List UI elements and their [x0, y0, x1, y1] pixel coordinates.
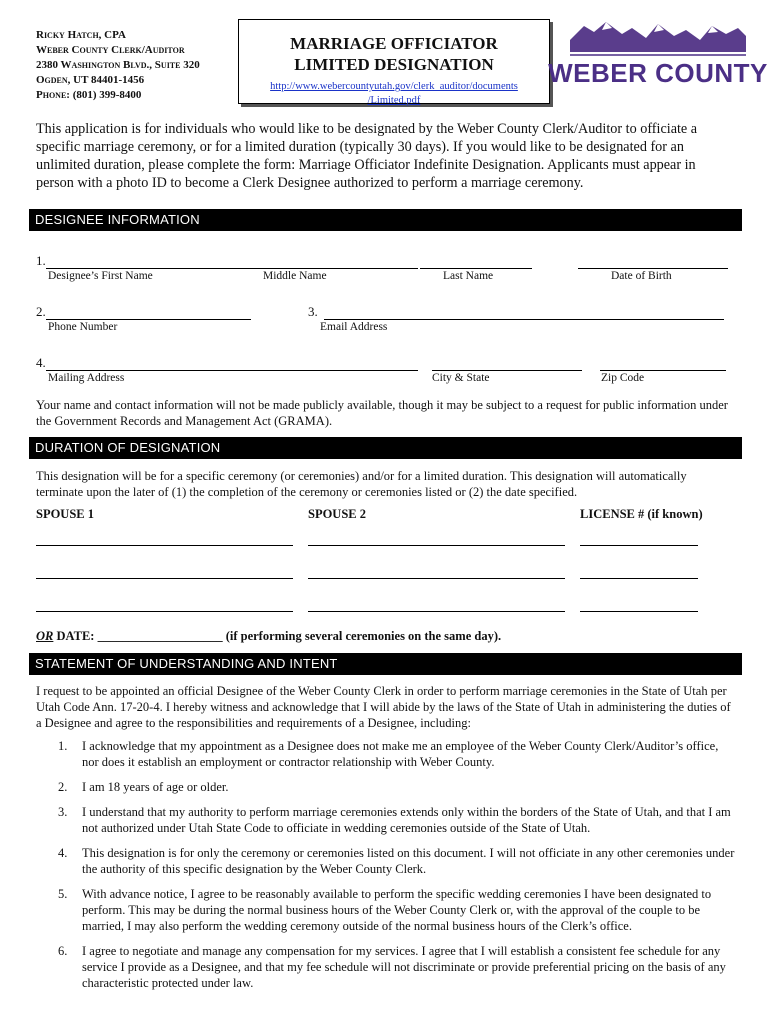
- item-number: 1.: [58, 739, 68, 753]
- list-item: [36, 738, 736, 770]
- list-item: [36, 886, 736, 934]
- section-heading-statement: STATEMENT OF UNDERSTANDING AND INTENT: [29, 653, 742, 675]
- logo-wordmark: WEBER COUNTY: [548, 58, 768, 88]
- field-number: 3.: [308, 304, 318, 319]
- or-label: OR: [36, 629, 54, 643]
- address-input-line[interactable]: [46, 370, 418, 371]
- date-label: DATE: ____________________ (if performing several ceremonies on the same day).: [53, 629, 502, 643]
- statement-text: I request to be appointed an official Designee of the Weber County Clerk in order to perform marriage ceremonies in the State of Utah per Utah Code Ann. 17-20-4. I hereby witness and acknowledge that I will abide by the laws of the State of Utah in administering the duties of a Designee and agree to the responsibilities and requirements of a Designee, including:: [36, 684, 731, 730]
- item-text: This designation is for only the ceremony or ceremonies listed on this document. I will not officiate in any other ceremonies under the authority of this specific designation by the Weber County Clerk.: [82, 846, 735, 876]
- list-item: [36, 943, 736, 991]
- office-address: [36, 28, 200, 103]
- form-url-link[interactable]: [239, 80, 549, 108]
- form-title-line1: MARRIAGE OFFICIATOR: [290, 34, 498, 53]
- spouse1-column-header: SPOUSE 1: [36, 507, 95, 521]
- last-name-input-line[interactable]: [420, 268, 532, 269]
- item-text: I agree to negotiate and manage any compensation for my services. I agree that I will establish a consistent fee schedule for any service I provide as a Designee, and that my fee schedule will not discriminate or provide preferential pricing on the basis of any characteristic protected under law.: [82, 944, 726, 990]
- middle-name-label: Middle Name: [263, 270, 327, 282]
- weber-county-logo: [548, 18, 768, 88]
- mountain-logo-icon: [548, 18, 768, 88]
- duration-text: This designation will be for a specific ceremony (or ceremonies) and/or for a limited duration. This designation will automatically terminate upon the later of (1) the completion of the ceremony or ceremonies listed or (2) the date specified.: [36, 469, 687, 499]
- item-number: 5.: [58, 887, 68, 901]
- license-column-header: LICENSE # (if known): [580, 507, 703, 521]
- field-number: 4.: [36, 355, 46, 370]
- form-title-box: [238, 19, 550, 104]
- address-label: Mailing Address: [48, 372, 125, 384]
- spouse2-input-line[interactable]: [308, 611, 565, 612]
- license-input-line[interactable]: [580, 611, 698, 612]
- last-name-label: Last Name: [443, 270, 494, 282]
- office-line: Phone: (801) 399-8400: [36, 89, 142, 101]
- intro-paragraph: This application is for individuals who would like to be designated by the Weber County Clerk/Auditor to officiate a specific marriage ceremony, or for a limited duration (typically 30 days). If you would like to be designated for an unlimited duration, please complete the form: Marriage Officiator Indefinite Designation. Applicants must appear in person with a photo ID to become a Clerk Designee authorized to perform a marriage ceremony.: [36, 121, 698, 191]
- item-text: I acknowledge that my appointment as a Designee does not make me an employee of the Weber County Clerk/Auditor’s office, nor does it establish an employment or contractor relationship with Weber County.: [82, 739, 719, 769]
- zip-label: Zip Code: [601, 372, 645, 384]
- section-heading-designee: DESIGNEE INFORMATION: [29, 209, 742, 231]
- item-number: 2.: [58, 780, 68, 794]
- item-number: 6.: [58, 944, 68, 958]
- list-item: [36, 845, 736, 877]
- form-url-line2: /Limited.pdf: [367, 95, 421, 106]
- date-field[interactable]: [36, 629, 501, 644]
- privacy-notice: Your name and contact information will not be made publicly available, though it may be subject to a request for public information under the Government Records and Management Act (GRAMA).: [36, 398, 728, 428]
- requirements-list: [36, 738, 736, 1000]
- spouse2-input-line[interactable]: [308, 578, 565, 579]
- office-line: 2380 Washington Blvd., Suite 320: [36, 59, 200, 71]
- dob-input-line[interactable]: [578, 268, 728, 269]
- spouse1-input-line[interactable]: [36, 545, 293, 546]
- spouse2-column-header: SPOUSE 2: [308, 507, 367, 521]
- field-number: 1.: [36, 253, 46, 268]
- office-line: Weber County Clerk/Auditor: [36, 44, 185, 56]
- phone-label: Phone Number: [48, 321, 118, 333]
- city-state-label: City & State: [432, 372, 490, 384]
- dob-label: Date of Birth: [611, 270, 672, 282]
- phone-input-line[interactable]: [46, 319, 251, 320]
- form-url-line1: http://www.webercountyutah.gov/clerk_auditor/documents: [270, 81, 518, 92]
- spouse1-input-line[interactable]: [36, 578, 293, 579]
- license-input-line[interactable]: [580, 578, 698, 579]
- spouse1-input-line[interactable]: [36, 611, 293, 612]
- list-item: [36, 779, 736, 795]
- item-text: I understand that my authority to perform marriage ceremonies extends only within the borders of the State of Utah, and that I am not authorized under Utah State Code to officiate in wedding ceremonies outside of the State of Utah.: [82, 805, 731, 835]
- section-heading-duration: DURATION OF DESIGNATION: [29, 437, 742, 459]
- item-number: 3.: [58, 805, 68, 819]
- city-state-input-line[interactable]: [432, 370, 582, 371]
- office-line: Ogden, UT 84401-1456: [36, 74, 145, 86]
- list-item: [36, 804, 736, 836]
- office-line: Ricky Hatch, CPA: [36, 29, 126, 41]
- zip-input-line[interactable]: [600, 370, 726, 371]
- first-name-label: Designee’s First Name: [48, 270, 153, 282]
- email-input-line[interactable]: [324, 319, 724, 320]
- item-text: I am 18 years of age or older.: [82, 780, 229, 794]
- name-input-line[interactable]: [46, 268, 418, 269]
- item-text: With advance notice, I agree to be reasonably available to perform the specific wedding ceremonies I have been designated to perform. This may be during the normal business hours of the Weber County Clerk or, with the approval of the couple to be married, I may also perform the wedding ceremony outside of the normal business hours of the Clerk’s office.: [82, 887, 712, 933]
- email-label: Email Address: [320, 321, 388, 333]
- license-input-line[interactable]: [580, 545, 698, 546]
- item-number: 4.: [58, 846, 68, 860]
- field-number: 2.: [36, 304, 46, 319]
- form-title-line2: LIMITED DESIGNATION: [294, 55, 494, 74]
- spouse2-input-line[interactable]: [308, 545, 565, 546]
